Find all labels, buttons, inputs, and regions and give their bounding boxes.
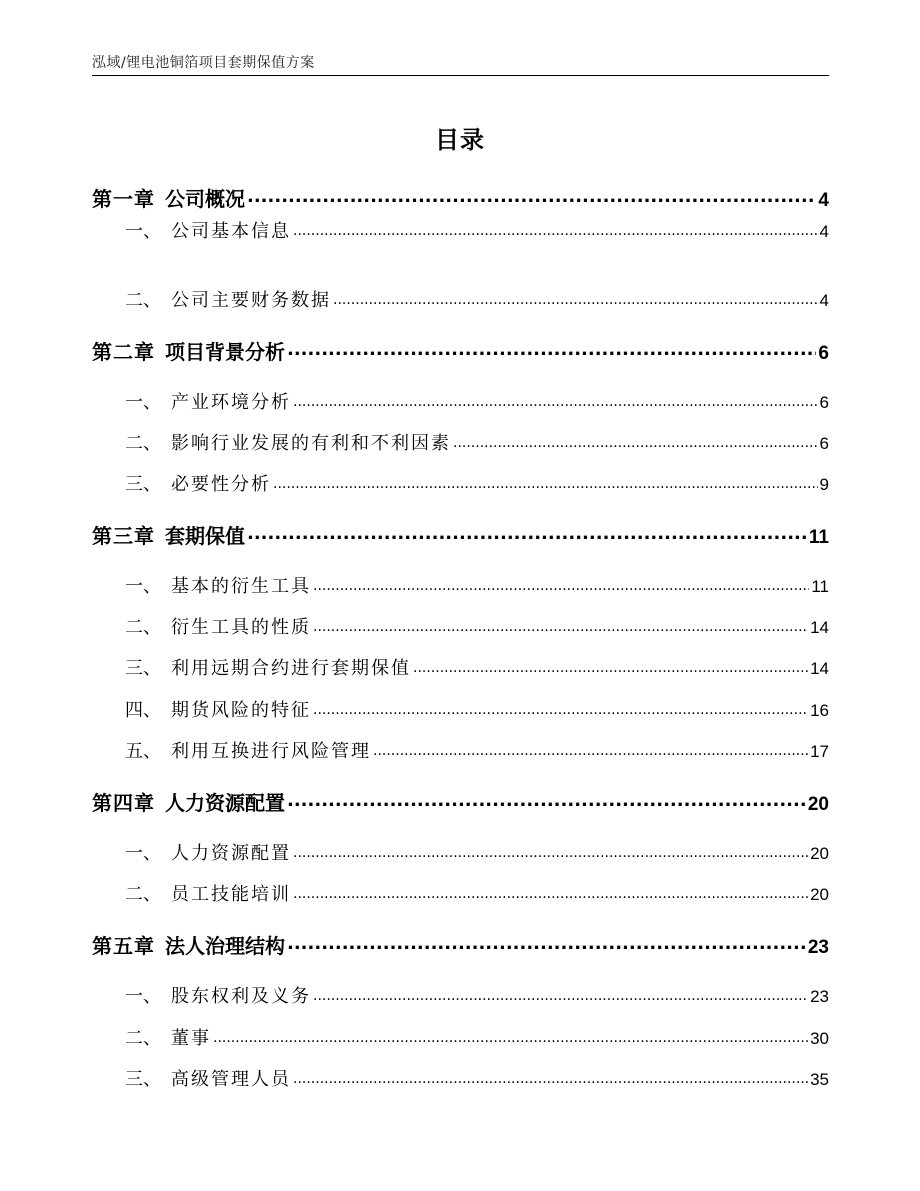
page-number: 4 <box>819 222 829 241</box>
page-number: 23 <box>807 937 829 958</box>
page-number: 17 <box>810 742 829 761</box>
section-number: 五、 <box>125 741 161 762</box>
dot-leader <box>213 1026 808 1044</box>
dot-leader <box>273 472 818 490</box>
page-number: 6 <box>819 434 829 453</box>
page-number: 11 <box>808 527 829 548</box>
header-rule <box>92 75 829 76</box>
dot-leader <box>293 390 818 408</box>
dot-leader <box>313 574 809 592</box>
section-number: 三、 <box>125 658 161 679</box>
dot-leader <box>287 339 816 359</box>
toc-section[interactable] <box>92 572 829 598</box>
toc-section[interactable] <box>92 839 829 865</box>
dot-leader <box>313 984 808 1002</box>
section-title: 高级管理人员 <box>171 1069 291 1090</box>
dot-leader <box>313 615 808 633</box>
toc-chapter-3[interactable] <box>92 520 829 549</box>
section-number: 二、 <box>125 433 161 454</box>
dot-leader <box>453 431 818 449</box>
dot-leader <box>313 698 808 716</box>
page-number: 4 <box>819 291 829 310</box>
section-number: 一、 <box>125 392 161 413</box>
chapter-title: 公司概况 <box>165 187 245 211</box>
section-number: 二、 <box>125 617 161 638</box>
chapter-number: 第三章 <box>92 524 155 548</box>
section-number: 三、 <box>125 1069 161 1090</box>
toc-chapter-5[interactable] <box>92 930 829 959</box>
page-number: 23 <box>810 987 829 1006</box>
section-title: 基本的衍生工具 <box>171 576 311 597</box>
toc-section[interactable] <box>92 737 829 763</box>
dot-leader <box>247 186 816 206</box>
dot-leader <box>287 790 806 810</box>
section-title: 衍生工具的性质 <box>171 617 311 638</box>
page-number: 6 <box>818 343 829 364</box>
section-title: 公司基本信息 <box>171 221 291 242</box>
section-title: 利用远期合约进行套期保值 <box>171 658 411 679</box>
dot-leader <box>287 933 806 953</box>
page-number: 4 <box>818 190 829 211</box>
section-title: 期货风险的特征 <box>171 700 311 721</box>
chapter-title: 套期保值 <box>165 524 245 548</box>
section-number: 一、 <box>125 221 161 242</box>
dot-leader <box>373 739 808 757</box>
toc-section[interactable] <box>92 696 829 722</box>
toc-section[interactable] <box>92 880 829 906</box>
page-number: 20 <box>807 794 829 815</box>
toc-chapter-1[interactable] <box>92 183 829 212</box>
section-title: 影响行业发展的有利和不利因素 <box>171 433 451 454</box>
section-number: 四、 <box>125 700 161 721</box>
section-title: 董事 <box>171 1028 211 1049</box>
page-number: 14 <box>810 659 829 678</box>
toc-section[interactable] <box>92 217 829 243</box>
toc-section[interactable] <box>92 470 829 496</box>
chapter-title: 法人治理结构 <box>165 934 285 958</box>
toc-section[interactable] <box>92 388 829 414</box>
dot-leader <box>293 1067 808 1085</box>
page-number: 16 <box>810 701 829 720</box>
page-header: 泓域/锂电池铜箔项目套期保值方案 <box>92 55 315 71</box>
section-number: 二、 <box>125 884 161 905</box>
dot-leader <box>413 656 808 674</box>
toc-section[interactable] <box>92 1024 829 1050</box>
chapter-number: 第五章 <box>92 934 155 958</box>
page-number: 14 <box>810 618 829 637</box>
toc-section[interactable] <box>92 982 829 1008</box>
section-number: 一、 <box>125 843 161 864</box>
page-number: 11 <box>811 577 829 596</box>
chapter-number: 第四章 <box>92 791 155 815</box>
toc-section[interactable] <box>92 1065 829 1091</box>
chapter-number: 第二章 <box>92 340 155 364</box>
toc-title: 目录 <box>435 126 485 154</box>
dot-leader <box>333 288 818 306</box>
dot-leader <box>293 841 808 859</box>
section-title: 必要性分析 <box>171 474 271 495</box>
dot-leader <box>293 882 808 900</box>
page-number: 20 <box>810 844 829 863</box>
dot-leader <box>293 219 818 237</box>
chapter-title: 人力资源配置 <box>165 791 285 815</box>
toc-chapter-4[interactable] <box>92 787 829 816</box>
chapter-title: 项目背景分析 <box>165 340 285 364</box>
page-number: 6 <box>819 393 829 412</box>
page-number: 30 <box>810 1029 829 1048</box>
toc-section[interactable] <box>92 286 829 312</box>
toc-section[interactable] <box>92 613 829 639</box>
chapter-number: 第一章 <box>92 187 155 211</box>
page-number: 20 <box>810 885 829 904</box>
section-title: 产业环境分析 <box>171 392 291 413</box>
section-number: 三、 <box>125 474 161 495</box>
section-title: 股东权利及义务 <box>171 986 311 1007</box>
section-title: 员工技能培训 <box>171 884 291 905</box>
toc-chapter-2[interactable] <box>92 336 829 365</box>
section-number: 一、 <box>125 576 161 597</box>
section-number: 二、 <box>125 290 161 311</box>
page-number: 9 <box>819 475 829 494</box>
section-number: 二、 <box>125 1028 161 1049</box>
section-number: 一、 <box>125 986 161 1007</box>
dot-leader <box>247 523 807 543</box>
section-title: 利用互换进行风险管理 <box>171 741 371 762</box>
page-number: 35 <box>810 1070 829 1089</box>
toc-section[interactable] <box>92 429 829 455</box>
toc-section[interactable] <box>92 654 829 680</box>
section-title: 公司主要财务数据 <box>171 290 331 311</box>
section-title: 人力资源配置 <box>171 843 291 864</box>
